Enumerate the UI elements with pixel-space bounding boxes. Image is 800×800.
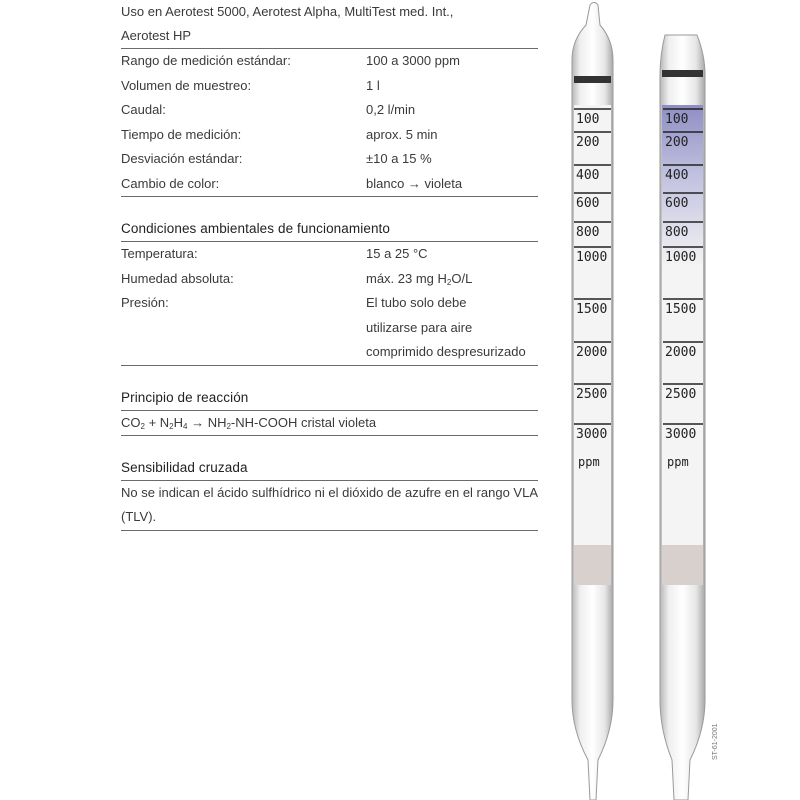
scale-label: 600 <box>576 196 600 211</box>
spec-label: Tiempo de medición: <box>121 126 242 142</box>
cross-sensitivity-text: No se indican el ácido sulfhídrico ni el dióxido de azufre en el rango VLA (TLV). <box>121 480 538 531</box>
spec-label: Temperatura: <box>121 246 198 262</box>
seal-band <box>574 76 611 83</box>
formula-part: H <box>173 414 184 430</box>
spec-label: Rango de medición estándar: <box>121 53 291 69</box>
scale-unit: ppm <box>578 455 600 469</box>
scale-label: 600 <box>665 196 689 211</box>
scale-label: 1500 <box>665 302 697 317</box>
scale-label: 800 <box>665 225 689 240</box>
seal-band <box>662 70 703 77</box>
spec-label: Cambio de color: <box>121 175 220 191</box>
cross-sensitivity-title: Sensibilidad cruzada <box>121 459 248 475</box>
spec-value: aprox. 5 min <box>366 126 438 142</box>
spec-label: Desviación estándar: <box>121 151 243 167</box>
reaction-section-title: Principio de reacción <box>121 389 249 405</box>
humidity-value-a: máx. 23 mg H <box>366 270 447 286</box>
plug <box>574 545 611 585</box>
formula-part: → NH <box>187 414 227 430</box>
intro-line-1: Uso en Aerotest 5000, Aerotest Alpha, MultiTest med. Int., <box>121 4 454 19</box>
formula-sub: 2 <box>169 421 174 431</box>
spec-label: Humedad absoluta: <box>121 270 234 286</box>
scale-label: 2000 <box>576 345 608 360</box>
spec-label: Caudal: <box>121 102 166 118</box>
formula-sub: 4 <box>183 421 188 431</box>
spec-value: 1 l <box>366 77 380 93</box>
scale-label: 2500 <box>576 387 608 402</box>
intro-line-2: Aerotest HP <box>121 28 192 43</box>
formula-part: CO <box>121 414 141 430</box>
humidity-subscript: 2 <box>446 277 452 287</box>
pressure-line-1: El tubo solo debe <box>366 295 467 310</box>
plug <box>662 545 703 585</box>
scale-label: 2000 <box>665 345 697 360</box>
scale-label: 1000 <box>665 250 697 265</box>
scale-label: 400 <box>665 168 689 183</box>
scale-label: 100 <box>576 112 600 127</box>
humidity-value-b: O/L <box>451 270 473 286</box>
scale-label: 1500 <box>576 302 608 317</box>
ambient-section-title: Condiciones ambientales de funcionamiento <box>121 221 391 236</box>
spec-value: ±10 a 15 % <box>366 151 432 167</box>
scale-label: 100 <box>665 112 689 127</box>
scale-label: 800 <box>576 225 600 240</box>
spec-value: 0,2 l/min <box>366 102 416 118</box>
spec-value: 15 a 25 °C <box>366 246 428 262</box>
scale-label: 3000 <box>665 427 697 442</box>
spec-value: blanco → violeta <box>366 175 463 191</box>
spec-label: Presión: <box>121 295 169 310</box>
pressure-line-3: comprimido despresurizado <box>366 344 526 359</box>
scale-label: 2500 <box>665 387 697 402</box>
formula-sub: 2 <box>140 421 145 431</box>
color-change-zone <box>662 105 703 265</box>
image-code: ST-61-2001 <box>712 723 719 760</box>
scale-label: 1000 <box>576 250 608 265</box>
formula-part: -NH-COOH cristal violeta <box>230 414 377 430</box>
pressure-line-2: utilizarse para aire <box>366 319 473 335</box>
scale-label: 3000 <box>576 427 608 442</box>
scale-label: 200 <box>576 135 600 150</box>
scale-label: 400 <box>576 168 600 183</box>
scale-label: 200 <box>665 135 689 150</box>
formula-part: + N <box>144 414 170 430</box>
spec-label: Volumen de muestreo: <box>121 77 252 93</box>
spec-value: 100 a 3000 ppm <box>366 53 460 69</box>
formula-sub: 2 <box>226 421 231 431</box>
scale-unit: ppm <box>667 455 689 469</box>
